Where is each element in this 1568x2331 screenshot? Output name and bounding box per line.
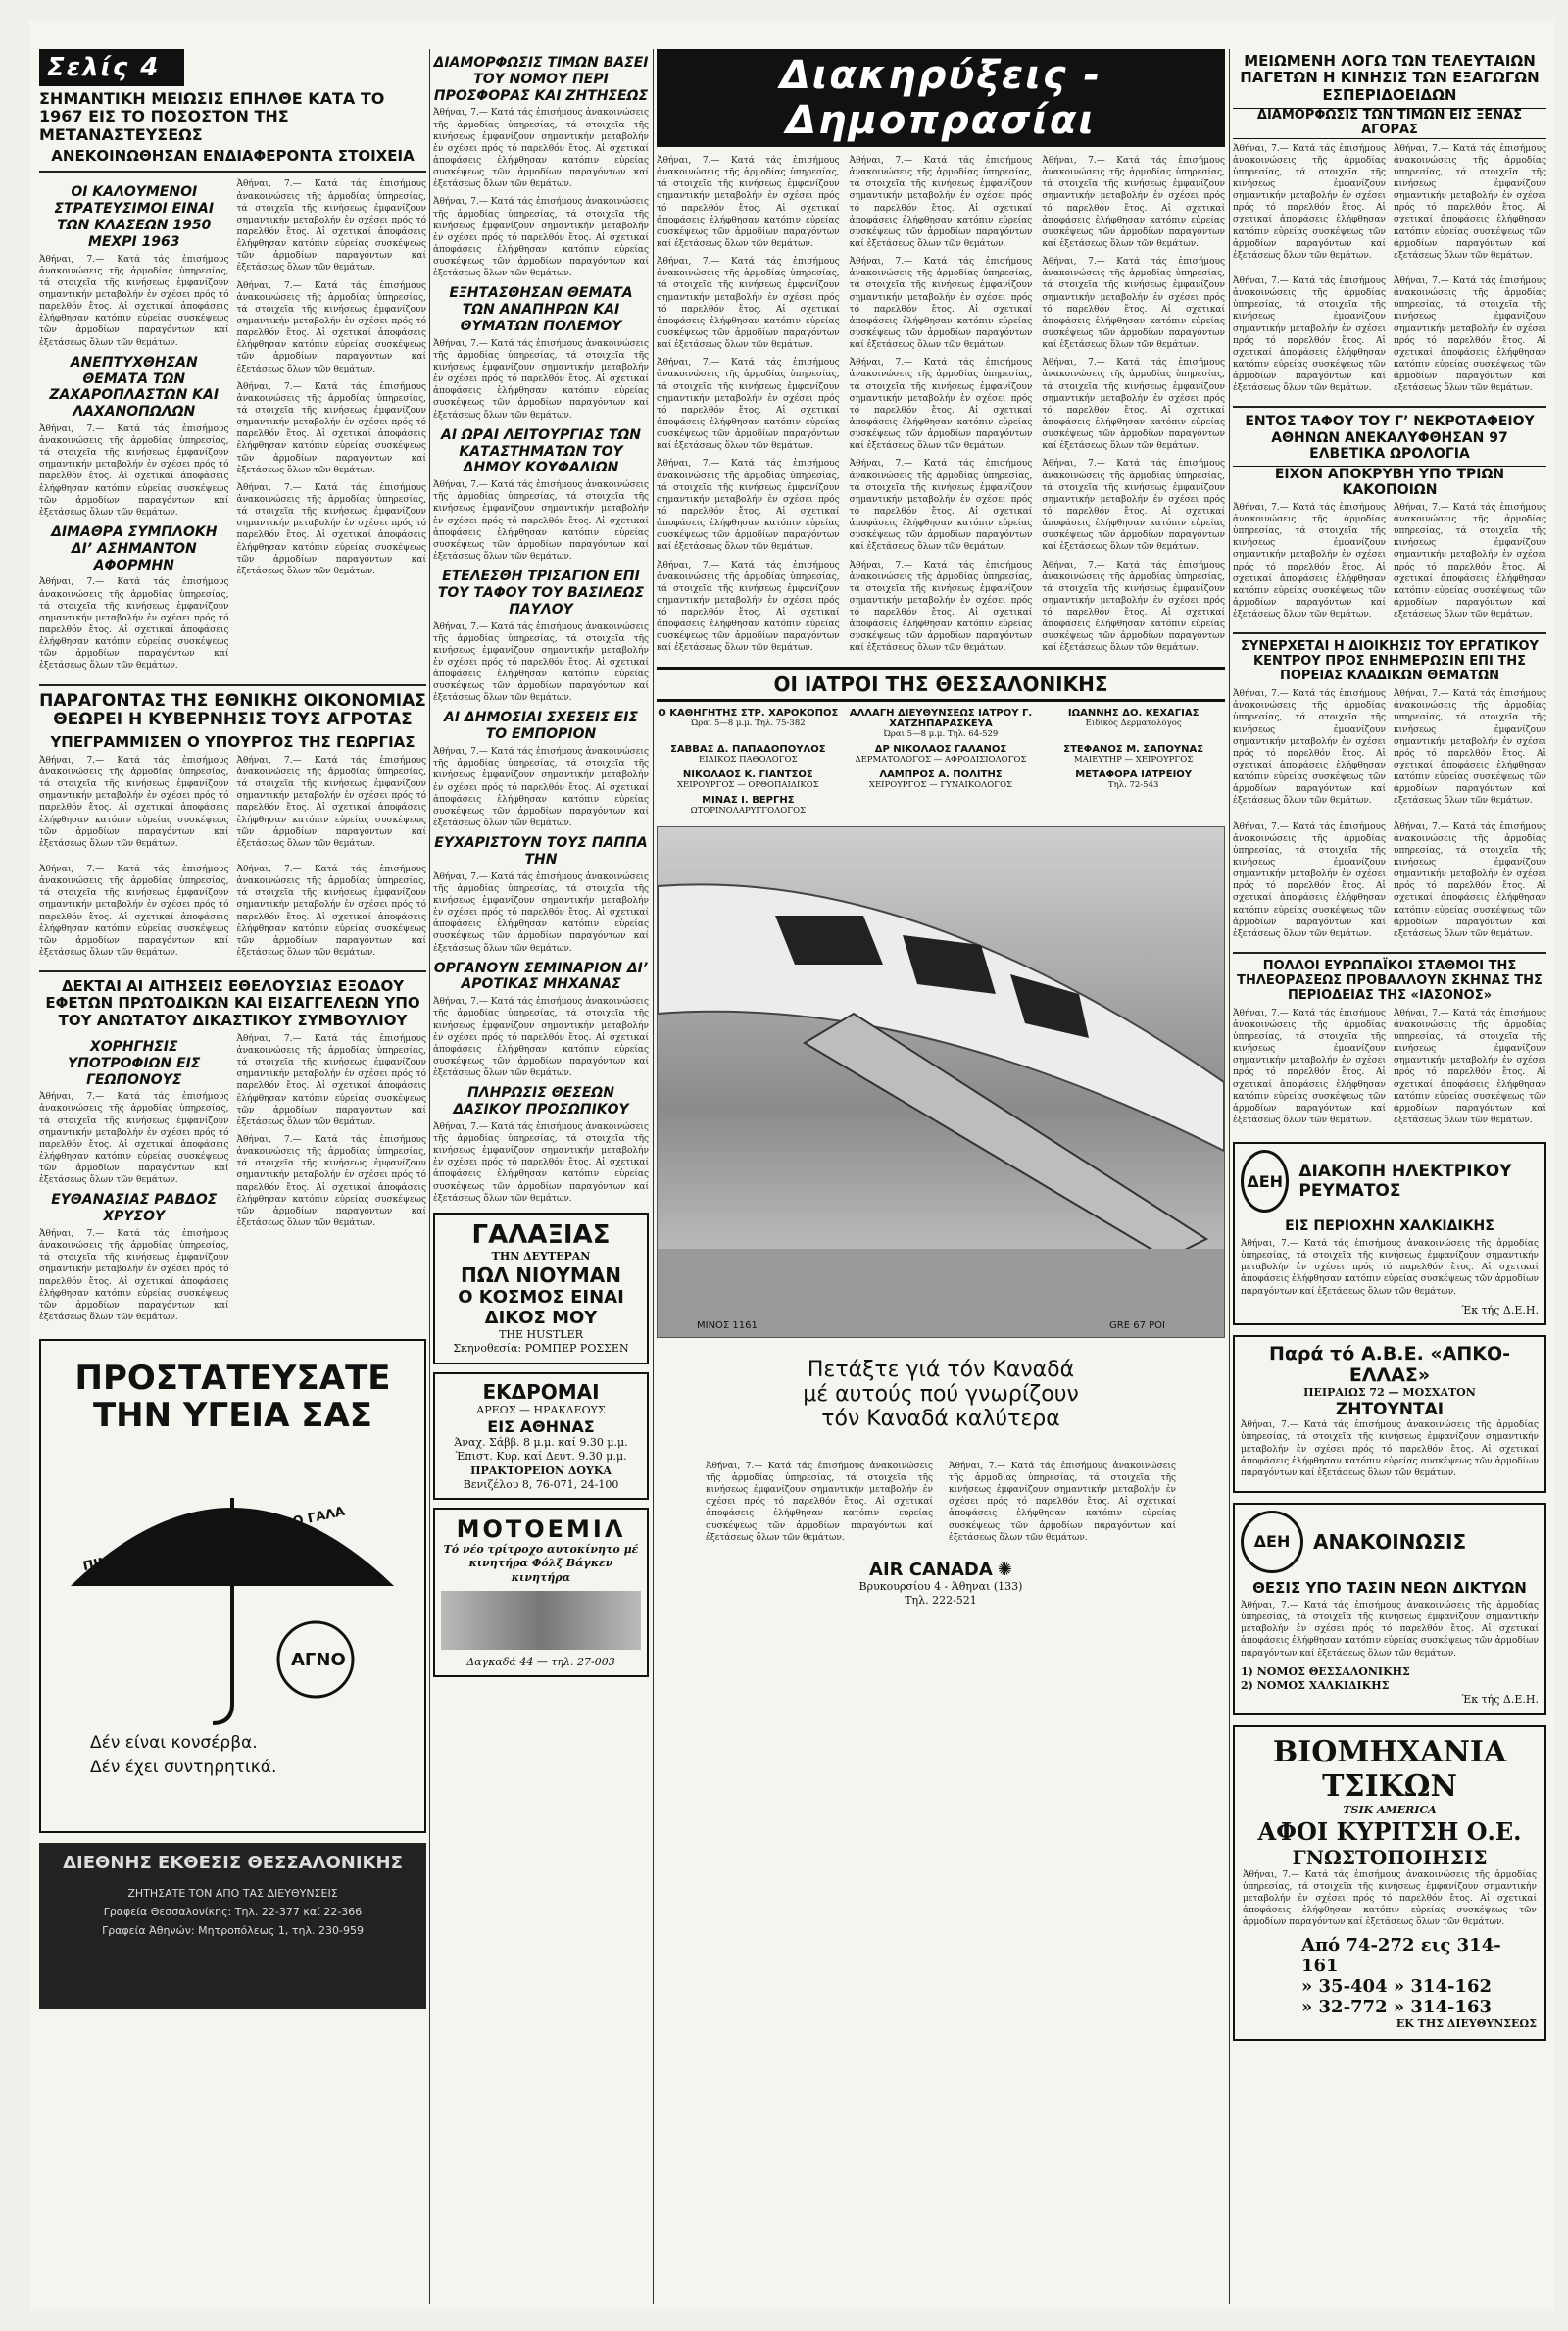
plane-caption-right: GRE 67 POI xyxy=(1109,1319,1165,1331)
left-two-col xyxy=(39,178,426,677)
air-canada-phone: Τηλ. 222-521 xyxy=(905,1594,977,1608)
headline-public-relations: ΑΙ ΔΗΜΟΣΙΑΙ ΣΧΕΣΕΙΣ ΕΙΣ ΤΟ ΕΜΠΟΡΙΟΝ xyxy=(443,710,639,743)
motoemil-line1: Τό νέο τρίτροχο αυτοκίνητο μέ κινητήρα Φόλξ Βάγκεν κινητήρα xyxy=(443,1543,639,1584)
article-text: Ἀθήναι, 7.— Κατά τάς ἐπισήμους ἀνακοινώσεις τῆς ἁρμοδίας ὑπηρεσίας, τά στοιχεῖα τῆς κινήσεως ἐμφανίζουν σημαντικήν μεταβολήν ἐν σχέσει πρός τό παρελθόν ἔτος. Αἱ σχετικαί ἀποφάσεις ἐλήφθησαν κατόπιν εὐρείας συσκέψεως τῶν ἀρμοδίων παραγόντων καί ἐξετάσεως ὅλων τῶν θεμάτων. xyxy=(1243,1869,1537,1928)
air-canada-ad xyxy=(657,1358,1225,1431)
article-text: Ἀθήναι, 7.— Κατά τάς ἐπισήμους ἀνακοινώσεις τῆς ἁρμοδίας ὑπηρεσίας, τά στοιχεῖα τῆς κινήσεως ἐμφανίζουν σημαντικήν μεταβολήν ἐν σχέσει πρός τό παρελθόν ἔτος. Αἱ σχετικαί ἀποφάσεις ἐλήφθησαν κατόπιν εὐρείας συσκέψεως τῶν ἀρμοδίων παραγόντων καί ἐξετάσεως ὅλων τῶν θεμάτων. xyxy=(236,1033,426,1127)
sub-scholarships: ΧΟΡΗΓΗΣΙΣ ΥΠΟΤΡΟΦΙΩΝ ΕΙΣ ΓΕΩΠΟΝΟΥΣ xyxy=(68,1038,201,1088)
article-text: Ἀθήναι, 7.— Κατά τάς ἐπισήμους ἀνακοινώσεις τῆς ἁρμοδίας ὑπηρεσίας, τά στοιχεῖα τῆς κινήσεως ἐμφανίζουν σημαντικήν μεταβολήν ἐν σχέσει πρός τό παρελθόν ἔτος. Αἱ σχετικαί ἀποφάσεις ἐλήφθησαν κατόπιν εὐρείας συσκέψεως τῶν ἀρμοδίων παραγόντων καί ἐξετάσεως ὅλων τῶν θεμάτων. xyxy=(1394,821,1546,939)
article-text: Ἀθήναι, 7.— Κατά τάς ἐπισήμους ἀνακοινώσεις τῆς ἁρμοδίας ὑπηρεσίας, τά στοιχεῖα τῆς κινήσεως ἐμφανίζουν σημαντικήν μεταβολήν ἐν σχέσει πρός τό παρελθόν ἔτος. Αἱ σχετικαί ἀποφάσεις ἐλήφθησαν κατόπιν εὐρείας συσκέψεως τῶν ἀρμοδίων παραγόντων καί ἐξετάσεως ὅλων τῶν θεμάτων. xyxy=(1233,276,1386,394)
doctor-listing xyxy=(1042,708,1225,740)
article-text: Ἀθήναι, 7.— Κατά τάς ἐπισήμους ἀνακοινώσεις τῆς ἁρμοδίας ὑπηρεσίας, τά στοιχεῖα τῆς κινήσεως ἐμφανίζουν σημαντικήν μεταβολήν ἐν σχέσει πρός τό παρελθόν ἔτος. Αἱ σχετικαί ἀποφάσεις ἐλήφθησαν κατόπιν εὐρείας συσκέψεως τῶν ἀρμοδίων παραγόντων καί ἐξετάσεως ὅλων τῶν θεμάτων. xyxy=(1042,459,1225,553)
article-text: Ἀθήναι, 7.— Κατά τάς ἐπισήμους ἀνακοινώσεις τῆς ἁρμοδίας ὑπηρεσίας, τά στοιχεῖα τῆς κινήσεως ἐμφανίζουν σημαντικήν μεταβολήν ἐν σχέσει πρός τό παρελθόν ἔτος. Αἱ σχετικαί ἀποφάσεις ἐλήφθησαν κατόπιν εὐρείας συσκέψεως τῶν ἀρμοδίων παραγόντων καί ἐξετάσεως ὅλων τῶν θεμάτων. xyxy=(657,459,840,553)
power-cut-sign: Έκ τής Δ.Ε.Η. xyxy=(1461,1303,1539,1316)
headline-emigration: ΣΗΜΑΝΤΙΚΗ ΜΕΙΩΣΙΣ ΕΠΗΛΘΕ ΚΑΤΑ ΤΟ 1967 ΕΙΣ ΤΟ ΠΟΣΟΣΤΟΝ ΤΗΣ ΜΕΤΑΝΑΣΤΕΥΣΕΩΣ xyxy=(39,89,385,144)
page-number-banner: Σελίς 4 xyxy=(39,49,184,86)
doctor-listing xyxy=(1042,744,1225,766)
headline-citrus-sub: ΔΙΑΜΟΡΦΩΣΙΣ ΤΩΝ ΤΙΜΩΝ ΕΙΣ ΞΕΝΑΣ ΑΓΟΡΑΣ xyxy=(1233,108,1546,139)
doctor-details: Ειδικός Δερματολόγος xyxy=(1085,718,1182,728)
article-text: Ἀθήναι, 7.— Κατά τάς ἐπισήμους ἀνακοινώσεις τῆς ἁρμοδίας ὑπηρεσίας, τά στοιχεῖα τῆς κινήσεως ἐμφανίζουν σημαντικήν μεταβολήν ἐν σχέσει πρός τό παρελθόν ἔτος. Αἱ σχετικαί ἀποφάσεις ἐλήφθησαν κατόπιν εὐρείας συσκέψεως τῶν ἀρμοδίων παραγόντων καί ἐξετάσεως ὅλων τῶν θεμάτων. xyxy=(949,1461,1176,1543)
motoemil-line2: Δαγκαδά 44 — τηλ. 27-003 xyxy=(466,1656,615,1669)
article-text: Ἀθήναι, 7.— Κατά τάς ἐπισήμους ἀνακοινώσεις τῆς ἁρμοδίας ὑπηρεσίας, τά στοιχεῖα τῆς κινήσεως ἐμφανίζουν σημαντικήν μεταβολήν ἐν σχέσει πρός τό παρελθόν ἔτος. Αἱ σχετικαί ἀποφάσεις ἐλήφθησαν κατόπιν εὐρείας συσκέψεως τῶν ἀρμοδίων παραγόντων καί ἐξετάσεως ὅλων τῶν θεμάτων. xyxy=(433,338,649,421)
fair-ad-line1: ΖΗΤΗΣΑΤΕ ΤΟΝ ΑΠΟ ΤΑΣ ΔΙΕΥΘΥΝΣΕΙΣ xyxy=(127,1887,338,1901)
doctor-listing xyxy=(850,708,1033,740)
headline-watches-sub: ΕΙΧΟΝ ΑΠΟΚΡΥΒΗ ΥΠΟ ΤΡΙΩΝ ΚΑΚΟΠΟΙΩΝ xyxy=(1233,466,1546,498)
headline-forestry: ΠΛΗΡΩΣΙΣ ΘΕΣΕΩΝ ΔΑΣΙΚΟΥ ΠΡΟΣΩΠΙΚΟΥ xyxy=(453,1085,629,1118)
doctor-name: ΣΤΕΦΑΝΟΣ Μ. ΣΑΠΟΥΝΑΣ xyxy=(1063,743,1204,755)
galaxy-line4: THE HUSTLER xyxy=(499,1328,583,1342)
headline-citrus: ΜΕΙΩΜΕΝΗ ΛΟΓΩ ΤΩΝ ΤΕΛΕΥΤΑΙΩΝ ΠΑΓΕΤΩΝ Η ΚΙΝΗΣΙΣ ΤΩΝ ΕΞΑΓΩΓΩΝ ΕΣΠΕΡΙΔΟΕΙΔΩΝ xyxy=(1240,52,1540,104)
doctor-details: ΩΤΟΡΙΝΟΛΑΡΥΓΓΟΛΟΓΟΣ xyxy=(690,805,807,816)
tsik-ad xyxy=(1233,1725,1546,2041)
article-text: Ἀθήναι, 7.— Κατά τάς ἐπισήμους ἀνακοινώσεις τῆς ἁρμοδίας ὑπηρεσίας, τά στοιχεῖα τῆς κινήσεως ἐμφανίζουν σημαντικήν μεταβολήν ἐν σχέσει πρός τό παρελθόν ἔτος. Αἱ σχετικαί ἀποφάσεις ἐλήφθησαν κατόπιν εὐρείας συσκέψεως τῶν ἀρμοδίων παραγόντων καί ἐξετάσεως ὅλων τῶν θεμάτων. xyxy=(1394,276,1546,394)
article-text: Ἀθήναι, 7.— Κατά τάς ἐπισήμους ἀνακοινώσεις τῆς ἁρμοδίας ὑπηρεσίας, τά στοιχεῖα τῆς κινήσεως ἐμφανίζουν σημαντικήν μεταβολήν ἐν σχέσει πρός τό παρελθόν ἔτος. Αἱ σχετικαί ἀποφάσεις ἐλήφθησαν κατόπιν εὐρείας συσκέψεως τῶν ἀρμοδίων παραγόντων καί ἐξετάσεως ὅλων τῶν θεμάτων. xyxy=(433,480,649,562)
article-text: Ἀθήναι, 7.— Κατά τάς ἐπισήμους ἀνακοινώσεις τῆς ἁρμοδίας ὑπηρεσίας, τά στοιχεῖα τῆς κινήσεως ἐμφανίζουν σημαντικήν μεταβολήν ἐν σχέσει πρός τό παρελθόν ἔτος. Αἱ σχετικαί ἀποφάσεις ἐλήφθησαν κατόπιν εὐρείας συσκέψεως τῶν ἀρμοδίων παραγόντων καί ἐξετάσεως ὅλων τῶν θεμάτων. xyxy=(1394,1008,1546,1126)
doctor-name: ΜΙΝΑΣ Ι. ΒΕΡΓΗΣ xyxy=(702,794,795,806)
left-column xyxy=(39,49,426,2304)
article-text: Ἀθήναι, 7.— Κατά τάς ἐπισήμους ἀνακοινώσεις τῆς ἁρμοδίας ὑπηρεσίας, τά στοιχεῖα τῆς κινήσεως ἐμφανίζουν σημαντικήν μεταβολήν ἐν σχέσει πρός τό παρελθόν ἔτος. Αἱ σχετικαί ἀποφάσεις ἐλήφθησαν κατόπιν εὐρείας συσκέψεως τῶν ἀρμοδίων παραγόντων καί ἐξετάσεως ὅλων τῶν θεμάτων. xyxy=(1394,143,1546,261)
headline-seminar: ΟΡΓΑΝΟΥΝ ΣΕΜΙΝΑΡΙΟΝ ΔΙ’ ΑΡΟΤΙΚΑΣ ΜΗΧΑΝΑΣ xyxy=(433,960,649,993)
doctor-listing xyxy=(657,795,840,817)
doctor-listing xyxy=(657,744,840,766)
motoemil-title: ΜΟΤΟΕΜΙΛ xyxy=(456,1515,626,1544)
article-text: Ἀθήναι, 7.— Κατά τάς ἐπισήμους ἀνακοινώσεις τῆς ἁρμοδίας ὑπηρεσίας, τά στοιχεῖα τῆς κινήσεως ἐμφανίζουν σημαντικήν μεταβολήν ἐν σχέσει πρός τό παρελθόν ἔτος. Αἱ σχετικαί ἀποφάσεις ἐλήφθησαν κατόπιν εὐρείας συσκέψεως τῶν ἀρμοδίων παραγόντων καί ἐξετάσεως ὅλων τῶν θεμάτων. xyxy=(236,179,426,273)
doctor-listing xyxy=(850,769,1033,791)
article-text: Ἀθήναι, 7.— Κατά τάς ἐπισήμους ἀνακοινώσεις τῆς ἁρμοδίας ὑπηρεσίας, τά στοιχεῖα τῆς κινήσεως ἐμφανίζουν σημαντικήν μεταβολήν ἐν σχέσει πρός τό παρελθόν ἔτος. Αἱ σχετικαί ἀποφάσεις ἐλήφθησαν κατόπιν εὐρείας συσκέψεως τῶν ἀρμοδίων παραγόντων καί ἐξετάσεως ὅλων τῶν θεμάτων. xyxy=(1241,1238,1539,1297)
headline-prices: ΔΙΑΜΟΡΦΩΣΙΣ ΤΙΜΩΝ ΒΑΣΕΙ ΤΟΥ ΝΟΜΟΥ ΠΕΡΙ ΠΡΟΣΦΟΡΑΣ ΚΑΙ ΖΗΤΗΣΕΩΣ xyxy=(433,55,649,104)
excursion-line2: ΕΙΣ ΑΘΗΝΑΣ xyxy=(487,1416,595,1436)
air-canada-address: Βρυκουρσίου 4 - Άθηναι (133) xyxy=(858,1579,1023,1593)
doctor-name: ΛΑΜΠΡΟΣ Α. ΠΟΛΙΤΗΣ xyxy=(879,769,1003,780)
air-canada-headline2: μέ αυτούς πού γνωρίζουν xyxy=(803,1381,1079,1407)
article-text: Ἀθήναι, 7.— Κατά τάς ἐπισήμους ἀνακοινώσεις τῆς ἁρμοδίας ὑπηρεσίας, τά στοιχεῖα τῆς κινήσεως ἐμφανίζουν σημαντικήν μεταβολήν ἐν σχέσει πρός τό παρελθόν ἔτος. Αἱ σχετικαί ἀποφάσεις ἐλήφθησαν κατόπιν εὐρείας συσκέψεως τῶν ἀρμοδίων παραγόντων καί ἐξετάσεως ὅλων τῶν θεμάτων. xyxy=(1241,1420,1539,1478)
article-text: Ἀθήναι, 7.— Κατά τάς ἐπισήμους ἀνακοινώσεις τῆς ἁρμοδίας ὑπηρεσίας, τά στοιχεῖα τῆς κινήσεως ἐμφανίζουν σημαντικήν μεταβολήν ἐν σχέσει πρός τό παρελθόν ἔτος. Αἱ σχετικαί ἀποφάσεις ἐλήφθησαν κατόπιν εὐρείας συσκέψεως τῶν ἀρμοδίων παραγόντων καί ἐξετάσεως ὅλων τῶν θεμάτων. xyxy=(1233,1008,1386,1126)
network-notice-sub: ΘΕΣΙΣ ΥΠΟ ΤΑΣΙΝ ΝΕΩΝ ΔΙΚΤΥΩΝ xyxy=(1252,1578,1527,1597)
article-text: Ἀθήναι, 7.— Κατά τάς ἐπισήμους ἀνακοινώσεις τῆς ἁρμοδίας ὑπηρεσίας, τά στοιχεῖα τῆς κινήσεως ἐμφανίζουν σημαντικήν μεταβολήν ἐν σχέσει πρός τό παρελθόν ἔτος. Αἱ σχετικαί ἀποφάσεις ἐλήφθησαν κατόπιν εὐρείας συσκέψεως τῶν ἀρμοδίων παραγόντων καί ἐξετάσεως ὅλων τῶν θεμάτων. xyxy=(39,755,229,849)
article-text: Ἀθήναι, 7.— Κατά τάς ἐπισήμους ἀνακοινώσεις τῆς ἁρμοδίας ὑπηρεσίας, τά στοιχεῖα τῆς κινήσεως ἐμφανίζουν σημαντικήν μεταβολήν ἐν σχέσει πρός τό παρελθόν ἔτος. Αἱ σχετικαί ἀποφάσεις ἐλήφθησαν κατόπιν εὐρείας συσκέψεως τῶν ἀρμοδίων παραγόντων καί ἐξετάσεως ὅλων τῶν θεμάτων. xyxy=(849,156,1033,249)
article-text: Ἀθήναι, 7.— Κατά τάς ἐπισήμους ἀνακοινώσεις τῆς ἁρμοδίας ὑπηρεσίας, τά στοιχεῖα τῆς κινήσεως ἐμφανίζουν σημαντικήν μεταβολήν ἐν σχέσει πρός τό παρελθόν ἔτος. Αἱ σχετικαί ἀποφάσεις ἐλήφθησαν κατόπιν εὐρείας συσκέψεως τῶν ἀρμοδίων παραγόντων καί ἐξετάσεως ὅλων τῶν θεμάτων. xyxy=(1394,502,1546,620)
article-text: Ἀθήναι, 7.— Κατά τάς ἐπισήμους ἀνακοινώσεις τῆς ἁρμοδίας ὑπηρεσίας, τά στοιχεῖα τῆς κινήσεως ἐμφανίζουν σημαντικήν μεταβολήν ἐν σχέσει πρός τό παρελθόν ἔτος. Αἱ σχετικαί ἀποφάσεις ἐλήφθησαν κατόπιν εὐρείας συσκέψεως τῶν ἀρμοδίων παραγόντων καί ἐξετάσεως ὅλων τῶν θεμάτων. xyxy=(1042,560,1225,654)
article-text: Ἀθήναι, 7.— Κατά τάς ἐπισήμους ἀνακοινώσεις τῆς ἁρμοδίας ὑπηρεσίας, τά στοιχεῖα τῆς κινήσεως ἐμφανίζουν σημαντικήν μεταβολήν ἐν σχέσει πρός τό παρελθόν ἔτος. Αἱ σχετικαί ἀποφάσεις ἐλήφθησαν κατόπιν εὐρείας συσκέψεως τῶν ἀρμοδίων παραγόντων καί ἐξετάσεως ὅλων τῶν θεμάτων. xyxy=(1042,156,1225,249)
article-text: Ἀθήναι, 7.— Κατά τάς ἐπισήμους ἀνακοινώσεις τῆς ἁρμοδίας ὑπηρεσίας, τά στοιχεῖα τῆς κινήσεως ἐμφανίζουν σημαντικήν μεταβολήν ἐν σχέσει πρός τό παρελθόν ἔτος. Αἱ σχετικαί ἀποφάσεις ἐλήφθησαν κατόπιν εὐρείας συσκέψεως τῶν ἀρμοδίων παραγόντων καί ἐξετάσεως ὅλων τῶν θεμάτων. xyxy=(236,755,426,849)
excursion-line4: Έπιστ. Κυρ. καί Δευτ. 9.30 μ.μ. xyxy=(455,1450,627,1463)
article-text: Ἀθήναι, 7.— Κατά τάς ἐπισήμους ἀνακοινώσεις τῆς ἁρμοδίας ὑπηρεσίας, τά στοιχεῖα τῆς κινήσεως ἐμφανίζουν σημαντικήν μεταβολήν ἐν σχέσει πρός τό παρελθόν ἔτος. Αἱ σχετικαί ἀποφάσεις ἐλήφθησαν κατόπιν εὐρείας συσκέψεως τῶν ἀρμοδίων παραγόντων καί ἐξετάσεως ὅλων τῶν θεμάτων. xyxy=(433,747,649,828)
article-text: Ἀθήναι, 7.— Κατά τάς ἐπισήμους ἀνακοινώσεις τῆς ἁρμοδίας ὑπηρεσίας, τά στοιχεῖα τῆς κινήσεως ἐμφανίζουν σημαντικήν μεταβολήν ἐν σχέσει πρός τό παρελθόν ἔτος. Αἱ σχετικαί ἀποφάσεις ἐλήφθησαν κατόπιν εὐρείας συσκέψεως τῶν ἀρμοδίων παραγόντων καί ἐξετάσεως ὅλων τῶν θεμάτων. xyxy=(1233,143,1386,261)
doctor-listing xyxy=(1042,769,1225,791)
galaxy-title: ΓΑΛΑΞΙΑΣ xyxy=(471,1219,611,1250)
article-text: Ἀθήναι, 7.— Κατά τάς ἐπισήμους ἀνακοινώσεις τῆς ἁρμοδίας ὑπηρεσίας, τά στοιχεῖα τῆς κινήσεως ἐμφανίζουν σημαντικήν μεταβολήν ἐν σχέσει πρός τό παρελθόν ἔτος. Αἱ σχετικαί ἀποφάσεις ἐλήφθησαν κατόπιν εὐρείας συσκέψεως τῶν ἀρμοδίων παραγόντων καί ἐξετάσεως ὅλων τῶν θεμάτων. xyxy=(236,381,426,475)
doctor-details: ΧΕΙΡΟΥΡΓΟΣ — ΓΥΝΑΙΚΟΛΟΓΟΣ xyxy=(868,779,1013,790)
article-text: Ἀθήναι, 7.— Κατά τάς ἐπισήμους ἀνακοινώσεις τῆς ἁρμοδίας ὑπηρεσίας, τά στοιχεῖα τῆς κινήσεως ἐμφανίζουν σημαντικήν μεταβολήν ἐν σχέσει πρός τό παρελθόν ἔτος. Αἱ σχετικαί ἀποφάσεις ἐλήφθησαν κατόπιν εὐρείας συσκέψεως τῶν ἀρμοδίων παραγόντων καί ἐξετάσεως ὅλων τῶν θεμάτων. xyxy=(849,257,1033,351)
headline-television: ΠΟΛΛΟΙ ΕΥΡΩΠΑΪΚΟΙ ΣΤΑΘΜΟΙ ΤΗΣ ΤΗΛΕΟΡΑΣΕΩΣ ΠΡΟΒΑΛΛΟΥΝ ΣΚΗΝΑΣ ΤΗΣ ΠΕΡΙΟΔΕΙΑΣ ΤΗΣ «ΙΑΣΟΝΟΣ» xyxy=(1237,958,1543,1003)
airplane-photo xyxy=(657,826,1225,1338)
power-cut-title: ΔΙΑΚΟΠΗ ΗΛΕΚΤΡΙΚΟΥ ΡΕΥΜΑΤΟΣ xyxy=(1298,1162,1512,1202)
headline-judges: ΔΕΚΤΑΙ ΑΙ ΑΙΤΗΣΕΙΣ ΕΘΕΛΟΥΣΙΑΣ ΕΞΟΔΟΥ ΕΦΕΤΩΝ ΠΡΩΤΟΔΙΚΩΝ ΚΑΙ ΕΙΣΑΓΓΕΛΕΩΝ ΥΠΟ ΤΟΥ ΑΝΩΤΑΤΟΥ ΔΙΚΑΣΤΙΚΟΥ ΣΥΜΒΟΥΛΙΟΥ xyxy=(45,977,420,1029)
headline-farmers: ΠΑΡΑΓΟΝΤΑΣ ΤΗΣ ΕΘΝΙΚΗΣ ΟΙΚΟΝΟΜΙΑΣ ΘΕΩΡΕΙ Η ΚΥΒΕΡΝΗΣΙΣ ΤΟΥΣ ΑΓΡΟΤΑΣ xyxy=(39,690,426,730)
doctor-name: ΙΩΑΝΝΗΣ ΔΟ. ΚΕΧΑΓΙΑΣ xyxy=(1067,707,1200,719)
article-text: Ἀθήναι, 7.— Κατά τάς ἐπισήμους ἀνακοινώσεις τῆς ἁρμοδίας ὑπηρεσίας, τά στοιχεῖα τῆς κινήσεως ἐμφανίζουν σημαντικήν μεταβολήν ἐν σχέσει πρός τό παρελθόν ἔτος. Αἱ σχετικαί ἀποφάσεις ἐλήφθησαν κατόπιν εὐρείας συσκέψεως τῶν ἀρμοδίων παραγόντων καί ἐξετάσεως ὅλων τῶν θεμάτων. xyxy=(1042,257,1225,351)
article-text: Ἀθήναι, 7.— Κατά τάς ἐπισήμους ἀνακοινώσεις τῆς ἁρμοδίας ὑπηρεσίας, τά στοιχεῖα τῆς κινήσεως ἐμφανίζουν σημαντικήν μεταβολήν ἐν σχέσει πρός τό παρελθόν ἔτος. Αἱ σχετικαί ἀποφάσεις ἐλήφθησαν κατόπιν εὐρείας συσκέψεως τῶν ἀρμοδίων παραγόντων καί ἐξετάσεως ὅλων τῶν θεμάτων. xyxy=(849,459,1033,553)
galaxy-line3: Ο ΚΟΣΜΟΣ ΕΙΝΑΙ ΔΙΚΟΣ ΜΟΥ xyxy=(458,1287,624,1329)
article-text: Ἀθήναι, 7.— Κατά τάς ἐπισήμους ἀνακοινώσεις τῆς ἁρμοδίας ὑπηρεσίας, τά στοιχεῖα τῆς κινήσεως ἐμφανίζουν σημαντικήν μεταβολήν ἐν σχέσει πρός τό παρελθόν ἔτος. Αἱ σχετικαί ἀποφάσεις ἐλήφθησαν κατόπιν εὐρείας συσκέψεως τῶν ἀρμοδίων παραγόντων καί ἐξετάσεως ὅλων τῶν θεμάτων. xyxy=(849,560,1033,654)
motoemil-picture xyxy=(441,1591,641,1650)
doctors-title: ΟΙ ΙΑΤΡΟΙ ΤΗΣ ΘΕΣΣΑΛΟΝΙΚΗΣ xyxy=(657,667,1225,702)
article-text: Ἀθήναι, 7.— Κατά τάς ἐπισήμους ἀνακοινώσεις τῆς ἁρμοδίας ὑπηρεσίας, τά στοιχεῖα τῆς κινήσεως ἐμφανίζουν σημαντικήν μεταβολήν ἐν σχέσει πρός τό παρελθόν ἔτος. Αἱ σχετικαί ἀποφάσεις ἐλήφθησαν κατόπιν εὐρείας συσκέψεως τῶν ἀρμοδίων παραγόντων καί ἐξετάσεως ὅλων τῶν θεμάτων. xyxy=(236,1135,426,1229)
second-column xyxy=(433,49,649,2304)
doctor-listing xyxy=(657,708,840,740)
milk-advertisement xyxy=(39,1339,426,1833)
auctions-column xyxy=(657,49,1225,2304)
galaxy-line1: ΤΗΝ ΔΕΥΤΕΡΑΝ xyxy=(491,1249,591,1263)
auctions-banner: Διακηρύξεις - Δημοπρασίαι xyxy=(657,49,1225,147)
article-text: Ἀθήναι, 7.— Κατά τάς ἐπισήμους ἀνακοινώσεις τῆς ἁρμοδίας ὑπηρεσίας, τά στοιχεῖα τῆς κινήσεως ἐμφανίζουν σημαντικήν μεταβολήν ἐν σχέσει πρός τό παρελθόν ἔτος. Αἱ σχετικαί ἀποφάσεις ἐλήφθησαν κατόπιν εὐρείας συσκέψεως τῶν ἀρμοδίων παραγόντων καί ἐξετάσεως ὅλων τῶν θεμάτων. xyxy=(1233,502,1386,620)
network-sign: Έκ τής Δ.Ε.Η. xyxy=(1461,1693,1539,1707)
airplane-illustration xyxy=(658,827,1224,1337)
milk-ad-arc-text: ΠΙΝΕΤΕ ΠΑΝΤΑ ΠΑΣΤΕΡΙΩΜΕΝΟ ΓΑΛΑ xyxy=(81,1504,347,1575)
sub-fight: ΔΙΜΑΘΡΑ ΣΥΜΠΛΟΚΗ ΔΙ’ ΑΣΗΜΑΝΤΟΝ ΑΦΟΡΜΗΝ xyxy=(51,524,218,573)
apko-address: ΠΕΙΡΑΙΩΣ 72 — ΜΟΣΧΑΤΟΝ xyxy=(1303,1385,1476,1399)
fair-advertisement xyxy=(39,1843,426,2009)
tsik-phone2: » 35-404 » 314-162 xyxy=(1301,1975,1493,1997)
doctor-listing xyxy=(850,744,1033,766)
newspaper-page xyxy=(29,20,1554,2311)
sub-gold-rod: ΕΥΘΑΝΑΣΙΑΣ ΡΑΒΔΟΣ ΧΡΥΣΟΥ xyxy=(51,1192,218,1225)
doctor-details: ΔΕΡΜΑΤΟΛΟΓΟΣ — ΑΦΡΟΔΙΣΙΟΛΟΓΟΣ xyxy=(855,754,1027,765)
milk-ad-line2: Δέν έχει συντηρητικά. xyxy=(90,1758,277,1778)
fair-ad-title: ΔΙΕΘΝΗΣ ΕΚΘΕΣΙΣ ΘΕΣΣΑΛΟΝΙΚΗΣ xyxy=(63,1853,403,1874)
excursion-ad xyxy=(433,1372,649,1500)
excursion-line6: Βενιζέλου 8, 76-071, 24-100 xyxy=(463,1477,619,1491)
sub-confectioners: ΑΝΕΠΤΥΧΘΗΣΑΝ ΘΕΜΑΤΑ ΤΩΝ ΖΑΧΑΡΟΠΛΑΣΤΩΝ ΚΑΙ ΛΑΧΑΝΟΠΩΛΩΝ xyxy=(49,354,220,421)
headline-emigration-sub: ΑΝΕΚΟΙΝΩΘΗΣΑΝ ΕΝΔΙΑΦΕΡΟΝΤΑ ΣΤΟΙΧΕΙΑ xyxy=(51,147,415,166)
excursion-line1: ΑΡΕΩΣ — ΗΡΑΚΛΕΟΥΣ xyxy=(476,1403,606,1416)
article-text: Ἀθήναι, 7.— Κατά τάς ἐπισήμους ἀνακοινώσεις τῆς ἁρμοδίας ὑπηρεσίας, τά στοιχεῖα τῆς κινήσεως ἐμφανίζουν σημαντικήν μεταβολήν ἐν σχέσει πρός τό παρελθόν ἔτος. Αἱ σχετικαί ἀποφάσεις ἐλήφθησαν κατόπιν εὐρείας συσκέψεως τῶν ἀρμοδίων παραγόντων καί ἐξετάσεως ὅλων τῶν θεμάτων. xyxy=(849,358,1033,452)
fair-ad-line2: Γραφεία Θεσσαλονίκης: Τηλ. 22-377 καί 22-366 xyxy=(103,1906,363,1919)
article-text: Ἀθήναι, 7.— Κατά τάς ἐπισήμους ἀνακοινώσεις τῆς ἁρμοδίας ὑπηρεσίας, τά στοιχεῖα τῆς κινήσεως ἐμφανίζουν σημαντικήν μεταβολήν ἐν σχέσει πρός τό παρελθόν ἔτος. Αἱ σχετικαί ἀποφάσεις ἐλήφθησαν κατόπιν εὐρείας συσκέψεως τῶν ἀρμοδίων παραγόντων καί ἐξετάσεως ὅλων τῶν θεμάτων. xyxy=(39,1092,229,1186)
umbrella-icon xyxy=(41,1439,424,1733)
network-notice xyxy=(1233,1503,1546,1715)
article-text: Ἀθήναι, 7.— Κατά τάς ἐπισήμους ἀνακοινώσεις τῆς ἁρμοδίας ὑπηρεσίας, τά στοιχεῖα τῆς κινήσεως ἐμφανίζουν σημαντικήν μεταβολήν ἐν σχέσει πρός τό παρελθόν ἔτος. Αἱ σχετικαί ἀποφάσεις ἐλήφθησαν κατόπιν εὐρείας συσκέψεως τῶν ἀρμοδίων παραγόντων καί ἐξετάσεως ὅλων τῶν θεμάτων. xyxy=(1233,821,1386,939)
column-divider xyxy=(1229,49,1230,2304)
doctor-name: Ο ΚΑΘΗΓΗΤΗΣ ΣΤΡ. ΧΑΡΟΚΟΠΟΣ xyxy=(658,707,839,719)
network-item2: 2) ΝΟΜΟΣ ΧΑΛΚΙΔΙΚΗΣ xyxy=(1241,1678,1390,1692)
article-text: Ἀθήναι, 7.— Κατά τάς ἐπισήμους ἀνακοινώσεις τῆς ἁρμοδίας ὑπηρεσίας, τά στοιχεῖα τῆς κινήσεως ἐμφανίζουν σημαντικήν μεταβολήν ἐν σχέσει πρός τό παρελθόν ἔτος. Αἱ σχετικαί ἀποφάσεις ἐλήφθησαν κατόπιν εὐρείας συσκέψεως τῶν ἀρμοδίων παραγόντων καί ἐξετάσεως ὅλων τῶν θεμάτων. xyxy=(1241,1600,1539,1659)
doctor-details: Τηλ. 72-543 xyxy=(1107,779,1159,790)
doctor-name: ΔΡ ΝΙΚΟΛΑΟΣ ΓΑΛΑΝΟΣ xyxy=(874,743,1007,755)
doctor-listing xyxy=(657,769,840,791)
article-text: Ἀθήναι, 7.— Κατά τάς ἐπισήμους ἀνακοινώσεις τῆς ἁρμοδίας ὑπηρεσίας, τά στοιχεῖα τῆς κινήσεως ἐμφανίζουν σημαντικήν μεταβολήν ἐν σχέσει πρός τό παρελθόν ἔτος. Αἱ σχετικαί ἀποφάσεις ἐλήφθησαν κατόπιν εὐρείας συσκέψεως τῶν ἀρμοδίων παραγόντων καί ἐξετάσεως ὅλων τῶν θεμάτων. xyxy=(706,1461,933,1543)
headline-watches: ΕΝΤΟΣ ΤΑΦΟΥ ΤΟΥ Γ’ ΝΕΚΡΟΤΑΦΕΙΟΥ ΑΘΗΝΩΝ ΑΝΕΚΑΛΥΦΘΗΣΑΝ 97 ΕΛΒΕΤΙΚΑ ΩΡΟΛΟΓΙΑ xyxy=(1245,414,1535,462)
fair-ad-line3: Γραφεία Άθηνών: Μητροπόλεως 1, τηλ. 230-959 xyxy=(102,1924,364,1938)
article-text: Ἀθήναι, 7.— Κατά τάς ἐπισήμους ἀνακοινώσεις τῆς ἁρμοδίας ὑπηρεσίας, τά στοιχεῖα τῆς κινήσεως ἐμφανίζουν σημαντικήν μεταβολήν ἐν σχέσει πρός τό παρελθόν ἔτος. Αἱ σχετικαί ἀποφάσεις ἐλήφθησαν κατόπιν εὐρείας συσκέψεως τῶν ἀρμοδίων παραγόντων καί ἐξετάσεως ὅλων τῶν θεμάτων. xyxy=(657,257,840,351)
right-column xyxy=(1233,49,1546,2304)
article-text: Ἀθήναι, 7.— Κατά τάς ἐπισήμους ἀνακοινώσεις τῆς ἁρμοδίας ὑπηρεσίας, τά στοιχεῖα τῆς κινήσεως ἐμφανίζουν σημαντικήν μεταβολήν ἐν σχέσει πρός τό παρελθόν ἔτος. Αἱ σχετικαί ἀποφάσεις ἐλήφθησαν κατόπιν εὐρείας συσκέψεως τῶν ἀρμοδίων παραγόντων καί ἐξετάσεως ὅλων τῶν θεμάτων. xyxy=(433,871,649,954)
plane-caption-left: ΜΙΝΟΣ 1161 xyxy=(697,1319,758,1331)
article-text: Ἀθήναι, 7.— Κατά τάς ἐπισήμους ἀνακοινώσεις τῆς ἁρμοδίας ὑπηρεσίας, τά στοιχεῖα τῆς κινήσεως ἐμφανίζουν σημαντικήν μεταβολήν ἐν σχέσει πρός τό παρελθόν ἔτος. Αἱ σχετικαί ἀποφάσεις ἐλήφθησαν κατόπιν εὐρείας συσκέψεως τῶν ἀρμοδίων παραγόντων καί ἐξετάσεως ὅλων τῶν θεμάτων. xyxy=(433,997,649,1079)
article-text: Ἀθήναι, 7.— Κατά τάς ἐπισήμους ἀνακοινώσεις τῆς ἁρμοδίας ὑπηρεσίας, τά στοιχεῖα τῆς κινήσεως ἐμφανίζουν σημαντικήν μεταβολήν ἐν σχέσει πρός τό παρελθόν ἔτος. Αἱ σχετικαί ἀποφάσεις ἐλήφθησαν κατόπιν εὐρείας συσκέψεως τῶν ἀρμοδίων παραγόντων καί ἐξετάσεως ὅλων τῶν θεμάτων. xyxy=(657,156,840,249)
doctor-details: Ώραι 5—8 μ.μ. Τηλ. 64-529 xyxy=(883,728,999,739)
article-text: Ἀθήναι, 7.— Κατά τάς ἐπισήμους ἀνακοινώσεις τῆς ἁρμοδίας ὑπηρεσίας, τά στοιχεῖα τῆς κινήσεως ἐμφανίζουν σημαντικήν μεταβολήν ἐν σχέσει πρός τό παρελθόν ἔτος. Αἱ σχετικαί ἀποφάσεις ἐλήφθησαν κατόπιν εὐρείας συσκέψεως τῶν ἀρμοδίων παραγόντων καί ἐξετάσεως ὅλων τῶν θεμάτων. xyxy=(39,577,229,671)
apko-title: Παρά τό Α.Β.Ε. «ΑΠΚΟ-ΕΛΛΑΣ» xyxy=(1268,1342,1511,1386)
air-canada-headline3: τόν Καναδά καλύτερα xyxy=(821,1406,1060,1431)
article-text: Ἀθήναι, 7.— Κατά τάς ἐπισήμους ἀνακοινώσεις τῆς ἁρμοδίας ὑπηρεσίας, τά στοιχεῖα τῆς κινήσεως ἐμφανίζουν σημαντικήν μεταβολήν ἐν σχέσει πρός τό παρελθόν ἔτος. Αἱ σχετικαί ἀποφάσεις ἐλήφθησαν κατόπιν εὐρείας συσκέψεως τῶν ἀρμοδίων παραγόντων καί ἐξετάσεως ὅλων τῶν θεμάτων. xyxy=(39,423,229,518)
motoemil-ad xyxy=(433,1508,649,1677)
tsik-title: ΒΙΟΜΗΧΑΝΙΑ ΤΣΙΚΩΝ xyxy=(1272,1734,1507,1804)
article-text: Ἀθήναι, 7.— Κατά τάς ἐπισήμους ἀνακοινώσεις τῆς ἁρμοδίας ὑπηρεσίας, τά στοιχεῖα τῆς κινήσεως ἐμφανίζουν σημαντικήν μεταβολήν ἐν σχέσει πρός τό παρελθόν ἔτος. Αἱ σχετικαί ἀποφάσεις ἐλήφθησαν κατόπιν εὐρείας συσκέψεως τῶν ἀρμοδίων παραγόντων καί ἐξετάσεως ὅλων τῶν θεμάτων. xyxy=(39,1229,229,1322)
deh-logo-icon: ΔΕΗ xyxy=(1241,1150,1289,1213)
doctors-list xyxy=(657,708,1225,817)
article-text: Ἀθήναι, 7.— Κατά τάς ἐπισήμους ἀνακοινώσεις τῆς ἁρμοδίας ὑπηρεσίας, τά στοιχεῖα τῆς κινήσεως ἐμφανίζουν σημαντικήν μεταβολήν ἐν σχέσει πρός τό παρελθόν ἔτος. Αἱ σχετικαί ἀποφάσεις ἐλήφθησαν κατόπιν εὐρείας συσκέψεως τῶν ἀρμοδίων παραγόντων καί ἐξετάσεως ὅλων τῶν θεμάτων. xyxy=(39,254,229,348)
headline-war-victims: ΕΞΗΤΑΣΘΗΣΑΝ ΘΕΜΑΤΑ ΤΩΝ ΑΝΑΠΗΡΩΝ ΚΑΙ ΘΥΜΑΤΩΝ ΠΟΛΕΜΟΥ xyxy=(449,285,633,334)
milk-ad-line1: Δέν είναι κονσέρβα. xyxy=(90,1733,258,1754)
tsik-type: ΓΝΩΣΤΟΠΟΙΗΣΙΣ xyxy=(1292,1845,1488,1869)
power-cut-sub: ΕΙΣ ΠΕΡΙΟΧΗΝ ΧΑΛΚΙΔΙΚΗΣ xyxy=(1285,1218,1494,1235)
doctor-details: ΧΕΙΡΟΥΡΓΟΣ — ΟΡΘΟΠΑΙΔΙΚΟΣ xyxy=(676,779,819,790)
sub-conscripts: ΟΙ ΚΑΛΟΥΜΕΝΟΙ ΣΤΡΑΤΕΥΣΙΜΟΙ ΕΙΝΑΙ ΤΩΝ ΚΛΑΣΕΩΝ 1950 ΜΕΧΡΙ 1963 xyxy=(54,184,215,250)
power-cut-notice xyxy=(1233,1142,1546,1325)
tsik-company: ΑΦΟΙ ΚΥΡΙΤΣΗ Ο.Ε. xyxy=(1257,1816,1522,1846)
galaxy-line2: ΠΩΛ ΝΙΟΥΜΑΝ xyxy=(461,1264,621,1288)
tsik-phone3: » 32-772 » 314-163 xyxy=(1301,1996,1493,2017)
headline-thanks: ΕΥΧΑΡΙΣΤΟΥΝ ΤΟΥΣ ΠΑΠΠΑ ΤΗΝ xyxy=(434,835,648,868)
article-text: Ἀθήναι, 7.— Κατά τάς ἐπισήμους ἀνακοινώσεις τῆς ἁρμοδίας ὑπηρεσίας, τά στοιχεῖα τῆς κινήσεως ἐμφανίζουν σημαντικήν μεταβολήν ἐν σχέσει πρός τό παρελθόν ἔτος. Αἱ σχετικαί ἀποφάσεις ἐλήφθησαν κατόπιν εὐρείας συσκέψεως τῶν ἀρμοδίων παραγόντων καί ἐξετάσεως ὅλων τῶν θεμάτων. xyxy=(1394,689,1546,807)
article-text: Ἀθήναι, 7.— Κατά τάς ἐπισήμους ἀνακοινώσεις τῆς ἁρμοδίας ὑπηρεσίας, τά στοιχεῖα τῆς κινήσεως ἐμφανίζουν σημαντικήν μεταβολήν ἐν σχέσει πρός τό παρελθόν ἔτος. Αἱ σχετικαί ἀποφάσεις ἐλήφθησαν κατόπιν εὐρείας συσκέψεως τῶν ἀρμοδίων παραγόντων καί ἐξετάσεως ὅλων τῶν θεμάτων. xyxy=(433,621,649,704)
article-text: Ἀθήναι, 7.— Κατά τάς ἐπισήμους ἀνακοινώσεις τῆς ἁρμοδίας ὑπηρεσίας, τά στοιχεῖα τῆς κινήσεως ἐμφανίζουν σημαντικήν μεταβολήν ἐν σχέσει πρός τό παρελθόν ἔτος. Αἱ σχετικαί ἀποφάσεις ἐλήφθησαν κατόπιν εὐρείας συσκέψεως τῶν ἀρμοδίων παραγόντων καί ἐξετάσεως ὅλων τῶν θεμάτων. xyxy=(433,108,649,190)
headline-labour: ΣΥΝΕΡΧΕΤΑΙ Η ΔΙΟΙΚΗΣΙΣ ΤΟΥ ΕΡΓΑΤΙΚΟΥ ΚΕΝΤΡΟΥ ΠΡΟΣ ΕΝΗΜΕΡΩΣΙΝ ΕΠΙ ΤΗΣ ΠΟΡΕΙΑΣ ΚΛΑΔΙΚΩΝ ΘΕΜΑΤΩΝ xyxy=(1241,639,1539,684)
doctor-name: ΝΙΚΟΛΑΟΣ Κ. ΓΙΑΝΤΣΟΣ xyxy=(682,769,813,780)
article-text: Ἀθήναι, 7.— Κατά τάς ἐπισήμους ἀνακοινώσεις τῆς ἁρμοδίας ὑπηρεσίας, τά στοιχεῖα τῆς κινήσεως ἐμφανίζουν σημαντικήν μεταβολήν ἐν σχέσει πρός τό παρελθόν ἔτος. Αἱ σχετικαί ἀποφάσεις ἐλήφθησαν κατόπιν εὐρείας συσκέψεως τῶν ἀρμοδίων παραγόντων καί ἐξετάσεως ὅλων τῶν θεμάτων. xyxy=(433,1121,649,1204)
apko-sub: ΖΗΤΟΥΝΤΑΙ xyxy=(1335,1400,1445,1420)
apko-notice xyxy=(1233,1335,1546,1493)
column-divider xyxy=(653,49,654,2304)
tsik-phone1: Από 74-272 εις 314-161 xyxy=(1301,1934,1501,1976)
article-text: Ἀθήναι, 7.— Κατά τάς ἐπισήμους ἀνακοινώσεις τῆς ἁρμοδίας ὑπηρεσίας, τά στοιχεῖα τῆς κινήσεως ἐμφανίζουν σημαντικήν μεταβολήν ἐν σχέσει πρός τό παρελθόν ἔτος. Αἱ σχετικαί ἀποφάσεις ἐλήφθησαν κατόπιν εὐρείας συσκέψεως τῶν ἀρμοδίων παραγόντων καί ἐξετάσεως ὅλων τῶν θεμάτων. xyxy=(236,482,426,576)
doctor-name: ΑΛΛΑΓΗ ΔΙΕΥΘΥΝΣΕΩΣ ΙΑΤΡΟΥ Γ. ΧΑΤΖΗΠΑΡΑΣΚΕΥΑ xyxy=(849,707,1033,729)
article-text: Ἀθήναι, 7.— Κατά τάς ἐπισήμους ἀνακοινώσεις τῆς ἁρμοδίας ὑπηρεσίας, τά στοιχεῖα τῆς κινήσεως ἐμφανίζουν σημαντικήν μεταβολήν ἐν σχέσει πρός τό παρελθόν ἔτος. Αἱ σχετικαί ἀποφάσεις ἐλήφθησαν κατόπιν εὐρείας συσκέψεως τῶν ἀρμοδίων παραγόντων καί ἐξετάσεως ὅλων τῶν θεμάτων. xyxy=(39,865,229,959)
galaxy-cinema-ad xyxy=(433,1213,649,1364)
doctor-name: ΜΕΤΑΦΟΡΑ ΙΑΤΡΕΙΟΥ xyxy=(1075,769,1193,780)
excursion-line5: ΠΡΑΚΤΟΡΕΙΟΝ ΔΟΥΚΑ xyxy=(470,1463,612,1477)
network-item1: 1) ΝΟΜΟΣ ΘΕΣΣΑΛΟΝΙΚΗΣ xyxy=(1241,1664,1410,1678)
headline-memorial: ΕΤΕΛΕΣΘΗ ΤΡΙΣΑΓΙΟΝ ΕΠΙ ΤΟΥ ΤΑΦΟΥ ΤΟΥ ΒΑΣΙΛΕΩΣ ΠΑΥΛΟΥ xyxy=(437,569,645,618)
article-text: Ἀθήναι, 7.— Κατά τάς ἐπισήμους ἀνακοινώσεις τῆς ἁρμοδίας ὑπηρεσίας, τά στοιχεῖα τῆς κινήσεως ἐμφανίζουν σημαντικήν μεταβολήν ἐν σχέσει πρός τό παρελθόν ἔτος. Αἱ σχετικαί ἀποφάσεις ἐλήφθησαν κατόπιν εὐρείας συσκέψεως τῶν ἀρμοδίων παραγόντων καί ἐξετάσεως ὅλων τῶν θεμάτων. xyxy=(1042,358,1225,452)
article-text: Ἀθήναι, 7.— Κατά τάς ἐπισήμους ἀνακοινώσεις τῆς ἁρμοδίας ὑπηρεσίας, τά στοιχεῖα τῆς κινήσεως ἐμφανίζουν σημαντικήν μεταβολήν ἐν σχέσει πρός τό παρελθόν ἔτος. Αἱ σχετικαί ἀποφάσεις ἐλήφθησαν κατόπιν εὐρείας συσκέψεως τῶν ἀρμοδίων παραγόντων καί ἐξετάσεως ὅλων τῶν θεμάτων. xyxy=(1233,689,1386,807)
network-notice-title: ΑΝΑΚΟΙΝΩΣΙΣ xyxy=(1313,1529,1467,1554)
excursion-title: ΕΚΔΡΟΜΑΙ xyxy=(482,1379,600,1404)
milk-ad-title: ΠΡΟΣΤΑΤΕΥΣΑΤΕ ΤΗΝ ΥΓΕΙΑ ΣΑΣ xyxy=(74,1359,391,1435)
article-text: Ἀθήναι, 7.— Κατά τάς ἐπισήμους ἀνακοινώσεις τῆς ἁρμοδίας ὑπηρεσίας, τά στοιχεῖα τῆς κινήσεως ἐμφανίζουν σημαντικήν μεταβολήν ἐν σχέσει πρός τό παρελθόν ἔτος. Αἱ σχετικαί ἀποφάσεις ἐλήφθησαν κατόπιν εὐρείας συσκέψεως τῶν ἀρμοδίων παραγόντων καί ἐξετάσεως ὅλων τῶν θεμάτων. xyxy=(433,197,649,279)
column-divider xyxy=(429,49,430,2304)
article-text: Ἀθήναι, 7.— Κατά τάς ἐπισήμους ἀνακοινώσεις τῆς ἁρμοδίας ὑπηρεσίας, τά στοιχεῖα τῆς κινήσεως ἐμφανίζουν σημαντικήν μεταβολήν ἐν σχέσει πρός τό παρελθόν ἔτος. Αἱ σχετικαί ἀποφάσεις ἐλήφθησαν κατόπιν εὐρείας συσκέψεως τῶν ἀρμοδίων παραγόντων καί ἐξετάσεως ὅλων τῶν θεμάτων. xyxy=(236,865,426,959)
doctor-details: Ώραι 5—8 μ.μ. Τηλ. 75-382 xyxy=(691,718,806,728)
doctor-details: ΜΑΙΕΥΤΗΡ — ΧΕΙΡΟΥΡΓΟΣ xyxy=(1074,754,1194,765)
article-text: Ἀθήναι, 7.— Κατά τάς ἐπισήμους ἀνακοινώσεις τῆς ἁρμοδίας ὑπηρεσίας, τά στοιχεῖα τῆς κινήσεως ἐμφανίζουν σημαντικήν μεταβολήν ἐν σχέσει πρός τό παρελθόν ἔτος. Αἱ σχετικαί ἀποφάσεις ἐλήφθησαν κατόπιν εὐρείας συσκέψεως τῶν ἀρμοδίων παραγόντων καί ἐξετάσεως ὅλων τῶν θεμάτων. xyxy=(657,560,840,654)
maple-leaf-icon: ✺ xyxy=(997,1559,1012,1580)
headline-farmers-sub: ΥΠΕΓΡΑΜΜΙΣΕΝ Ο ΥΠΟΥΡΓΟΣ ΤΗΣ ΓΕΩΡΓΙΑΣ xyxy=(50,732,416,751)
tsik-sign: ΕΚ ΤΗΣ ΔΙΕΥΘΥΝΣΕΩΣ xyxy=(1396,2016,1537,2030)
deh-logo-icon: ΔΕΗ xyxy=(1241,1511,1303,1573)
galaxy-line5: Σκηνοθεσία: ΡΟΜΠΕΡ ΡΟΣΣΕΝ xyxy=(453,1342,629,1356)
tsik-brand: TSIK AMERICA xyxy=(1343,1803,1437,1816)
air-canada-brand: AIR CANADA xyxy=(869,1559,993,1580)
headline-shop-hours: ΑΙ ΩΡΑΙ ΛΕΙΤΟΥΡΓΙΑΣ ΤΩΝ ΚΑΤΑΣΤΗΜΑΤΩΝ ΤΟΥ ΔΗΜΟΥ ΚΟΥΦΑΛΙΩΝ xyxy=(440,426,642,476)
excursion-line3: Άναχ. Σάββ. 8 μ.μ. καί 9.30 μ.μ. xyxy=(454,1435,628,1449)
doctor-name: ΣΑΒΒΑΣ Δ. ΠΑΠΑΔΟΠΟΥΛΟΣ xyxy=(670,743,826,755)
doctor-details: ΕΙΔΙΚΟΣ ΠΑΘΟΛΟΓΟΣ xyxy=(699,754,798,765)
article-text: Ἀθήναι, 7.— Κατά τάς ἐπισήμους ἀνακοινώσεις τῆς ἁρμοδίας ὑπηρεσίας, τά στοιχεῖα τῆς κινήσεως ἐμφανίζουν σημαντικήν μεταβολήν ἐν σχέσει πρός τό παρελθόν ἔτος. Αἱ σχετικαί ἀποφάσεις ἐλήφθησαν κατόπιν εὐρείας συσκέψεως τῶν ἀρμοδίων παραγόντων καί ἐξετάσεως ὅλων τῶν θεμάτων. xyxy=(657,358,840,452)
air-canada-headline1: Πετάξτε γιά τόν Καναδά xyxy=(807,1357,1075,1382)
article-text: Ἀθήναι, 7.— Κατά τάς ἐπισήμους ἀνακοινώσεις τῆς ἁρμοδίας ὑπηρεσίας, τά στοιχεῖα τῆς κινήσεως ἐμφανίζουν σημαντικήν μεταβολήν ἐν σχέσει πρός τό παρελθόν ἔτος. Αἱ σχετικαί ἀποφάσεις ἐλήφθησαν κατόπιν εὐρείας συσκέψεως τῶν ἀρμοδίων παραγόντων καί ἐξετάσεως ὅλων τῶν θεμάτων. xyxy=(236,280,426,374)
milk-brand-logo: ΑΓΝΟ xyxy=(291,1650,346,1671)
